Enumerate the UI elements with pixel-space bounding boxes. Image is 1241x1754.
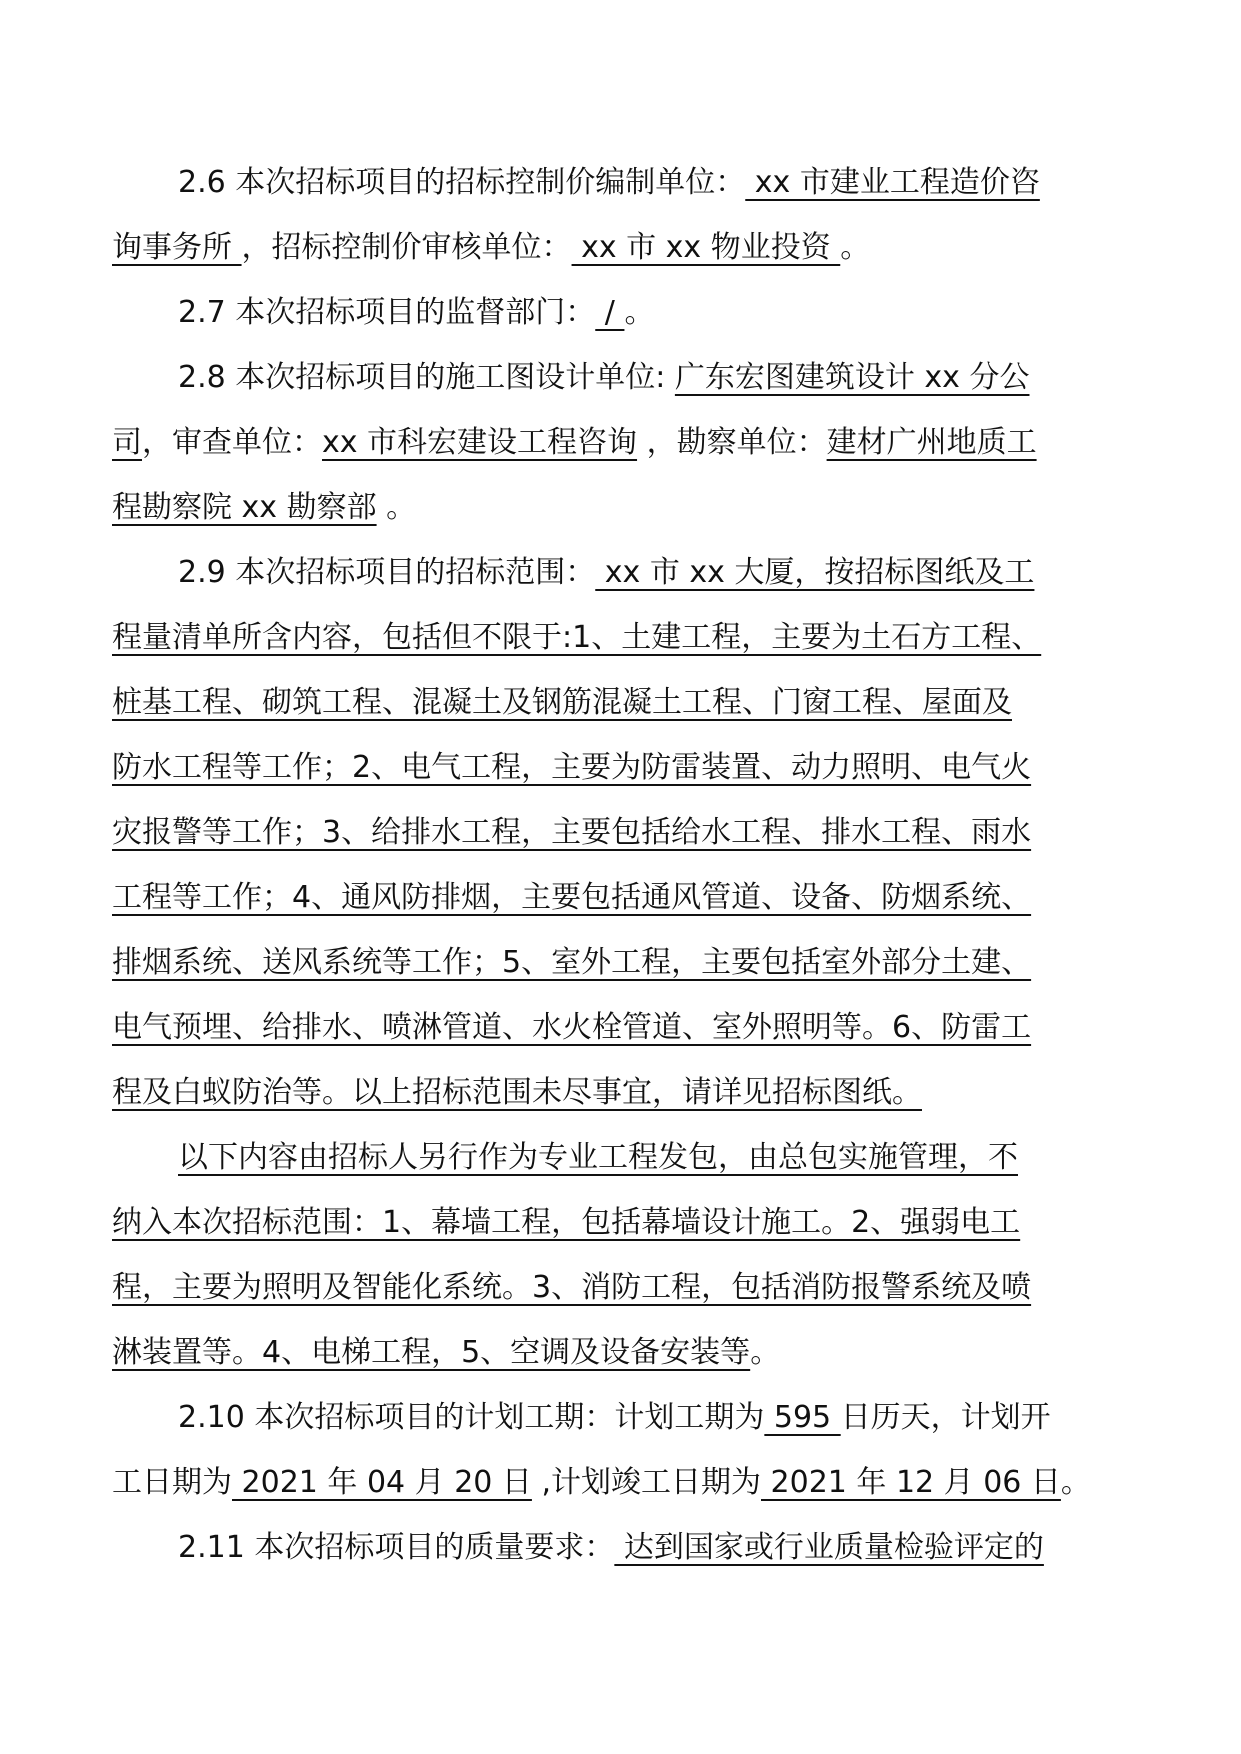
text-span: ，审查单位： [142, 425, 322, 460]
text-line [112, 1255, 1132, 1320]
underlined-field: 2021 年 04 月 20 日 [232, 1465, 532, 1500]
text-line [112, 865, 1132, 930]
text-line [112, 410, 1132, 475]
underlined-field: xx 市 xx 大厦，按招标图纸及工 [595, 555, 1035, 590]
underlined-field: 司 [112, 425, 142, 460]
paragraph-2-9 [112, 540, 1132, 1125]
text-line [112, 800, 1132, 865]
text-span: ，勘察单位： [637, 425, 827, 460]
text-line [112, 1385, 1132, 1450]
underlined-field: xx 市建业工程造价咨 [745, 165, 1040, 200]
underlined-field: 纳入本次招标范围：1、幕墙工程，包括幕墙设计施工。2、强弱电工 [112, 1205, 1021, 1240]
underlined-field: 以下内容由招标人另行作为专业工程发包，由总包实施管理，不 [178, 1140, 1018, 1175]
text-span: 2.10 本次招标项目的计划工期：计划工期为 [178, 1400, 765, 1435]
paragraph-2-11 [112, 1515, 1132, 1580]
text-span: 。 [1060, 1465, 1091, 1500]
text-span: 2.8 本次招标项目的施工图设计单位: [178, 360, 675, 395]
text-span: 。 [840, 230, 871, 265]
underlined-field: 595 [764, 1400, 841, 1435]
underlined-field: 建材广州地质工 [826, 425, 1037, 460]
document-page [112, 150, 1132, 1580]
underlined-field: 工程等工作；4、通风防排烟，主要包括通风管道、设备、防烟系统、 [112, 880, 1032, 915]
text-line [112, 1515, 1132, 1580]
text-span: 2.9 本次招标项目的招标范围： [178, 555, 596, 590]
underlined-field: xx 市科宏建设工程咨询 [322, 425, 638, 460]
text-line [112, 995, 1132, 1060]
text-span: 工日期为 [112, 1465, 232, 1500]
underlined-field: 灾报警等工作；3、给排水工程，主要包括给水工程、排水工程、雨水 [112, 815, 1032, 850]
text-line [112, 540, 1132, 605]
underlined-field: 防水工程等工作；2、电气工程，主要为防雷装置、动力照明、电气火 [112, 750, 1032, 785]
underlined-field: 程勘察院 xx 勘察部 [112, 490, 377, 525]
paragraph-2-10 [112, 1385, 1132, 1515]
underlined-field: 程，主要为照明及智能化系统。3、消防工程，包括消防报警系统及喷 [112, 1270, 1032, 1305]
text-line [112, 1125, 1132, 1190]
underlined-field: 广东宏图建筑设计 xx 分公 [674, 360, 1030, 395]
text-line [112, 735, 1132, 800]
underlined-field: / [595, 295, 625, 330]
underlined-field: xx 市 xx 物业投资 [571, 230, 841, 265]
text-span: 日历天，计划开 [840, 1400, 1051, 1435]
text-span: 。 [624, 295, 655, 330]
paragraph-2-7 [112, 280, 1132, 345]
underlined-field: 2021 年 12 月 06 日 [761, 1465, 1061, 1500]
text-line [112, 670, 1132, 735]
underlined-field: 排烟系统、送风系统等工作；5、室外工程，主要包括室外部分土建、 [112, 945, 1032, 980]
underlined-field: 淋装置等。4、电梯工程，5、空调及设备安装等 [112, 1335, 751, 1370]
text-line [112, 1190, 1132, 1255]
underlined-field: 程量清单所含内容，包括但不限于:1、土建工程，主要为土石方工程、 [112, 620, 1042, 655]
text-line [112, 1450, 1132, 1515]
text-span: 2.6 本次招标项目的招标控制价编制单位： [178, 165, 746, 200]
underlined-field: 电气预埋、给排水、喷淋管道、水火栓管道、室外照明等。6、防雷工 [112, 1010, 1032, 1045]
text-line [112, 280, 1132, 345]
text-span: 2.7 本次招标项目的监督部门： [178, 295, 596, 330]
text-span: ，招标控制价审核单位： [241, 230, 572, 265]
underlined-field: 桩基工程、砌筑工程、混凝土及钢筋混凝土工程、门窗工程、屋面及 [112, 685, 1012, 720]
text-line [112, 150, 1132, 215]
text-line [112, 930, 1132, 995]
underlined-field: 达到国家或行业质量检验评定的 [614, 1530, 1044, 1565]
paragraph-2-6 [112, 150, 1132, 280]
text-line [112, 1320, 1132, 1385]
text-span: 。 [376, 490, 417, 525]
text-span: ,计划竣工日期为 [531, 1465, 761, 1500]
text-line [112, 345, 1132, 410]
paragraph-exclusions [112, 1125, 1132, 1385]
paragraph-2-8 [112, 345, 1132, 540]
text-line [112, 475, 1132, 540]
underlined-field: 询事务所 [112, 230, 242, 265]
text-span: 。 [750, 1335, 781, 1370]
text-line [112, 215, 1132, 280]
text-line [112, 1060, 1132, 1125]
text-line [112, 605, 1132, 670]
underlined-field: 程及白蚁防治等。以上招标范围未尽事宜，请详见招标图纸。 [112, 1075, 922, 1110]
text-span: 2.11 本次招标项目的质量要求： [178, 1530, 615, 1565]
